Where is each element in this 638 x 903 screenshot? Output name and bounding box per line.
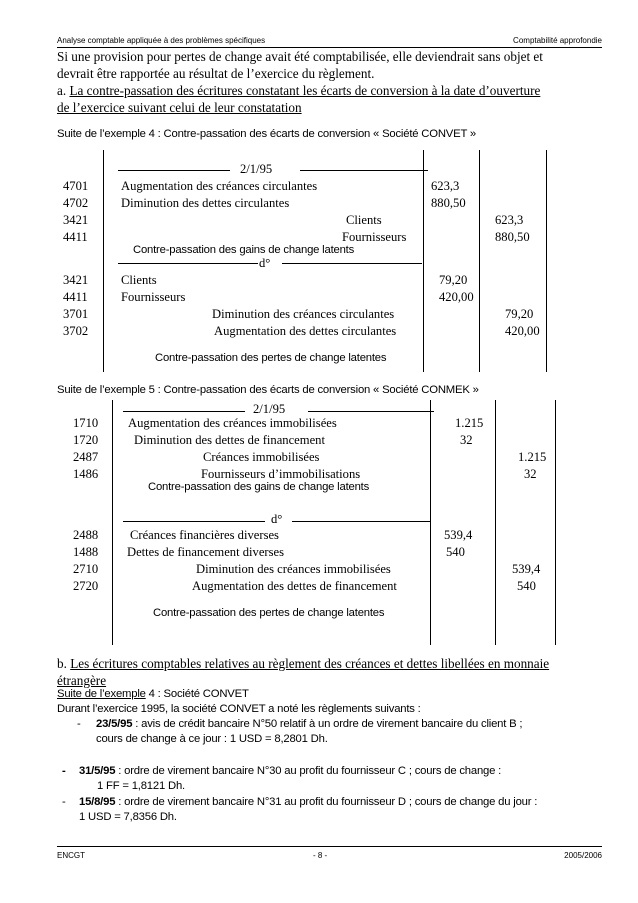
- ex4-row-4-code: 4411: [63, 230, 88, 244]
- ex4-vline-2: [423, 150, 424, 372]
- ex4-row-1-label: Augmentation des créances circulantes: [121, 179, 318, 193]
- ex5-row-3-label: Créances immobilisées: [203, 450, 320, 464]
- settlement-3-bullet: -: [62, 796, 66, 808]
- intro-line-2: devrait être rapportée au résultat de l’exercice du règlement.: [57, 66, 375, 81]
- settlement-1-text: : avis de crédit bancaire N°50 relatif à un ordre de virement bancaire du client B ;: [132, 718, 523, 730]
- header-left: Analyse comptable appliquée à des problèmes spécifiques: [57, 36, 266, 45]
- settlement-1: [96, 718, 522, 730]
- ex5-vline-1: [112, 400, 113, 645]
- footer-right: 2005/2006: [564, 851, 602, 860]
- ex5-row-7-label: Diminution des créances immobilisées: [196, 562, 391, 576]
- ex5-row-3-credit: 1.215: [518, 450, 547, 464]
- ex4-row-8-label: Augmentation des dettes circulantes: [214, 324, 397, 338]
- ex5-row-1-debit: 1.215: [455, 416, 484, 430]
- section-a-prefix: a.: [57, 83, 67, 98]
- ex4-row-1-code: 4701: [63, 179, 89, 193]
- ex4-row-4-label: Fournisseurs: [342, 230, 407, 244]
- ex5-title: Suite de l’exemple 5 : Contre-passation des écarts de conversion « Société CONMEK »: [57, 384, 479, 396]
- ex5-memo-2: Contre-passation des pertes de change latentes: [153, 607, 385, 619]
- header-rule: [57, 47, 602, 48]
- ex5-vline-4: [555, 400, 556, 645]
- ex4-memo-2: Contre-passation des pertes de change latentes: [155, 352, 387, 364]
- ex5-row-1-code: 1710: [73, 416, 99, 430]
- settlement-2: [79, 765, 501, 777]
- section-a-heading: [57, 83, 540, 99]
- settlement-1-line-2: cours de change à ce jour : 1 USD = 8,2801 Dh.: [96, 733, 328, 745]
- section-a-line-2: de l’exercice suivant celui de leur constatation: [57, 100, 302, 115]
- ex5-top-rule-right: [308, 411, 434, 412]
- ex4-mid-rule-left: [118, 263, 258, 264]
- ex4-suite-underlined: Suite de l’exemple: [57, 688, 146, 700]
- ex4-title: Suite de l’exemple 4 : Contre-passation des écarts de conversion « Société CONVET »: [57, 128, 476, 140]
- ex4-row-7-credit: 79,20: [505, 307, 534, 321]
- ex4-row-7-code: 3701: [63, 307, 89, 321]
- ex5-vline-2: [430, 400, 431, 645]
- ex4-top-rule-left: [118, 170, 230, 171]
- settlement-2-date: 31/5/95: [79, 765, 116, 777]
- ex5-row-4-label: Fournisseurs d’immobilisations: [201, 467, 361, 481]
- ex5-mid-rule-right: [292, 521, 430, 522]
- ex4-vline-3: [479, 150, 480, 372]
- ex5-row-7-credit: 539,4: [512, 562, 541, 576]
- ex4-mid-rule-right: [282, 263, 422, 264]
- header-right: Comptabilité approfondie: [513, 36, 602, 45]
- ex4-row-2-label: Diminution des dettes circulantes: [121, 196, 290, 210]
- ex5-row-3-code: 2487: [73, 450, 99, 464]
- ex5-memo-1: Contre-passation des gains de change latents: [148, 481, 370, 493]
- ex5-row-2-label: Diminution des dettes de financement: [134, 433, 325, 447]
- ex5-row-6-debit: 540: [446, 545, 465, 559]
- ex5-row-8-credit: 540: [517, 579, 536, 593]
- ex5-row-6-label: Dettes de financement diverses: [127, 545, 285, 559]
- settlement-2-text: : ordre de virement bancaire N°30 au profit du fournisseur C ; cours de change :: [115, 765, 502, 777]
- section-b-prefix: b.: [57, 656, 67, 671]
- ex5-row-2-debit: 32: [460, 433, 473, 447]
- ex5-row-7-code: 2710: [73, 562, 99, 576]
- settlement-3: [79, 796, 537, 808]
- settlement-2-bullet: -: [62, 765, 66, 777]
- ex4-row-3-label: Clients: [346, 213, 382, 227]
- footer-left: ENCGT: [57, 851, 85, 860]
- ex5-row-8-label: Augmentation des dettes de financement: [192, 579, 397, 593]
- footer-page: - 8 -: [313, 851, 328, 860]
- ex5-do: d°: [271, 512, 283, 526]
- ex5-mid-rule-left: [123, 521, 265, 522]
- durant-line: Durant l’exercice 1995, la société CONVET a noté les règlements suivants :: [57, 703, 421, 715]
- settlement-2-line-2: 1 FF = 1,8121 Dh.: [97, 780, 185, 792]
- ex4-suite-heading: [57, 688, 249, 700]
- ex5-row-4-code: 1486: [73, 467, 99, 481]
- ex4-row-6-debit: 420,00: [439, 290, 474, 304]
- ex4-row-3-credit: 623,3: [495, 213, 524, 227]
- section-a-line-1: La contre-passation des écritures constatant les écarts de conversion à la date d’ouverture: [69, 83, 541, 98]
- settlement-3-date: 15/8/95: [79, 796, 116, 808]
- ex4-row-7-label: Diminution des créances circulantes: [212, 307, 395, 321]
- ex4-date: 2/1/95: [240, 162, 273, 176]
- ex5-row-1-label: Augmentation des créances immobilisées: [128, 416, 337, 430]
- ex4-row-8-credit: 420,00: [505, 324, 540, 338]
- ex5-row-2-code: 1720: [73, 433, 99, 447]
- ex4-row-5-code: 3421: [63, 273, 89, 287]
- intro-line-1: Si une provision pour pertes de change avait été comptabilisée, elle deviendrait sans objet et: [57, 49, 543, 64]
- ex4-top-rule-right: [300, 170, 428, 171]
- ex4-vline-4: [546, 150, 547, 372]
- ex4-row-6-label: Fournisseurs: [121, 290, 186, 304]
- ex5-row-4-credit: 32: [524, 467, 537, 481]
- ex4-suite-rest: 4 : Société CONVET: [145, 688, 249, 700]
- ex5-row-5-debit: 539,4: [444, 528, 473, 542]
- ex5-top-rule-left: [123, 411, 245, 412]
- ex4-row-2-code: 4702: [63, 196, 89, 210]
- ex5-row-5-label: Créances financières diverses: [130, 528, 279, 542]
- section-b-line-1: Les écritures comptables relatives au règlement des créances et dettes libellées en monnaie: [70, 656, 550, 671]
- settlement-3-text: : ordre de virement bancaire N°31 au profit du fournisseur D ; cours de change du jour :: [115, 796, 538, 808]
- ex4-row-6-code: 4411: [63, 290, 88, 304]
- ex4-row-2-debit: 880,50: [431, 196, 466, 210]
- section-b-line-2: étrangère: [57, 673, 107, 688]
- ex4-do: d°: [259, 256, 271, 270]
- ex4-row-5-debit: 79,20: [439, 273, 468, 287]
- ex4-row-3-code: 3421: [63, 213, 89, 227]
- ex4-row-1-debit: 623,3: [431, 179, 460, 193]
- ex4-row-5-label: Clients: [121, 273, 157, 287]
- ex5-date: 2/1/95: [253, 402, 286, 416]
- footer-rule: [57, 846, 602, 847]
- ex4-row-8-code: 3702: [63, 324, 89, 338]
- section-b-heading: [57, 656, 549, 672]
- settlement-3-line-2: 1 USD = 7,8356 Dh.: [79, 811, 177, 823]
- ex5-vline-3: [495, 400, 496, 645]
- ex4-memo-1: Contre-passation des gains de change latents: [133, 244, 355, 256]
- ex5-row-5-code: 2488: [73, 528, 99, 542]
- ex5-row-8-code: 2720: [73, 579, 99, 593]
- settlement-1-bullet: -: [77, 718, 81, 730]
- settlement-1-date: 23/5/95: [96, 718, 133, 730]
- ex4-vline-1: [103, 150, 104, 372]
- ex5-row-6-code: 1488: [73, 545, 99, 559]
- ex4-row-4-credit: 880,50: [495, 230, 530, 244]
